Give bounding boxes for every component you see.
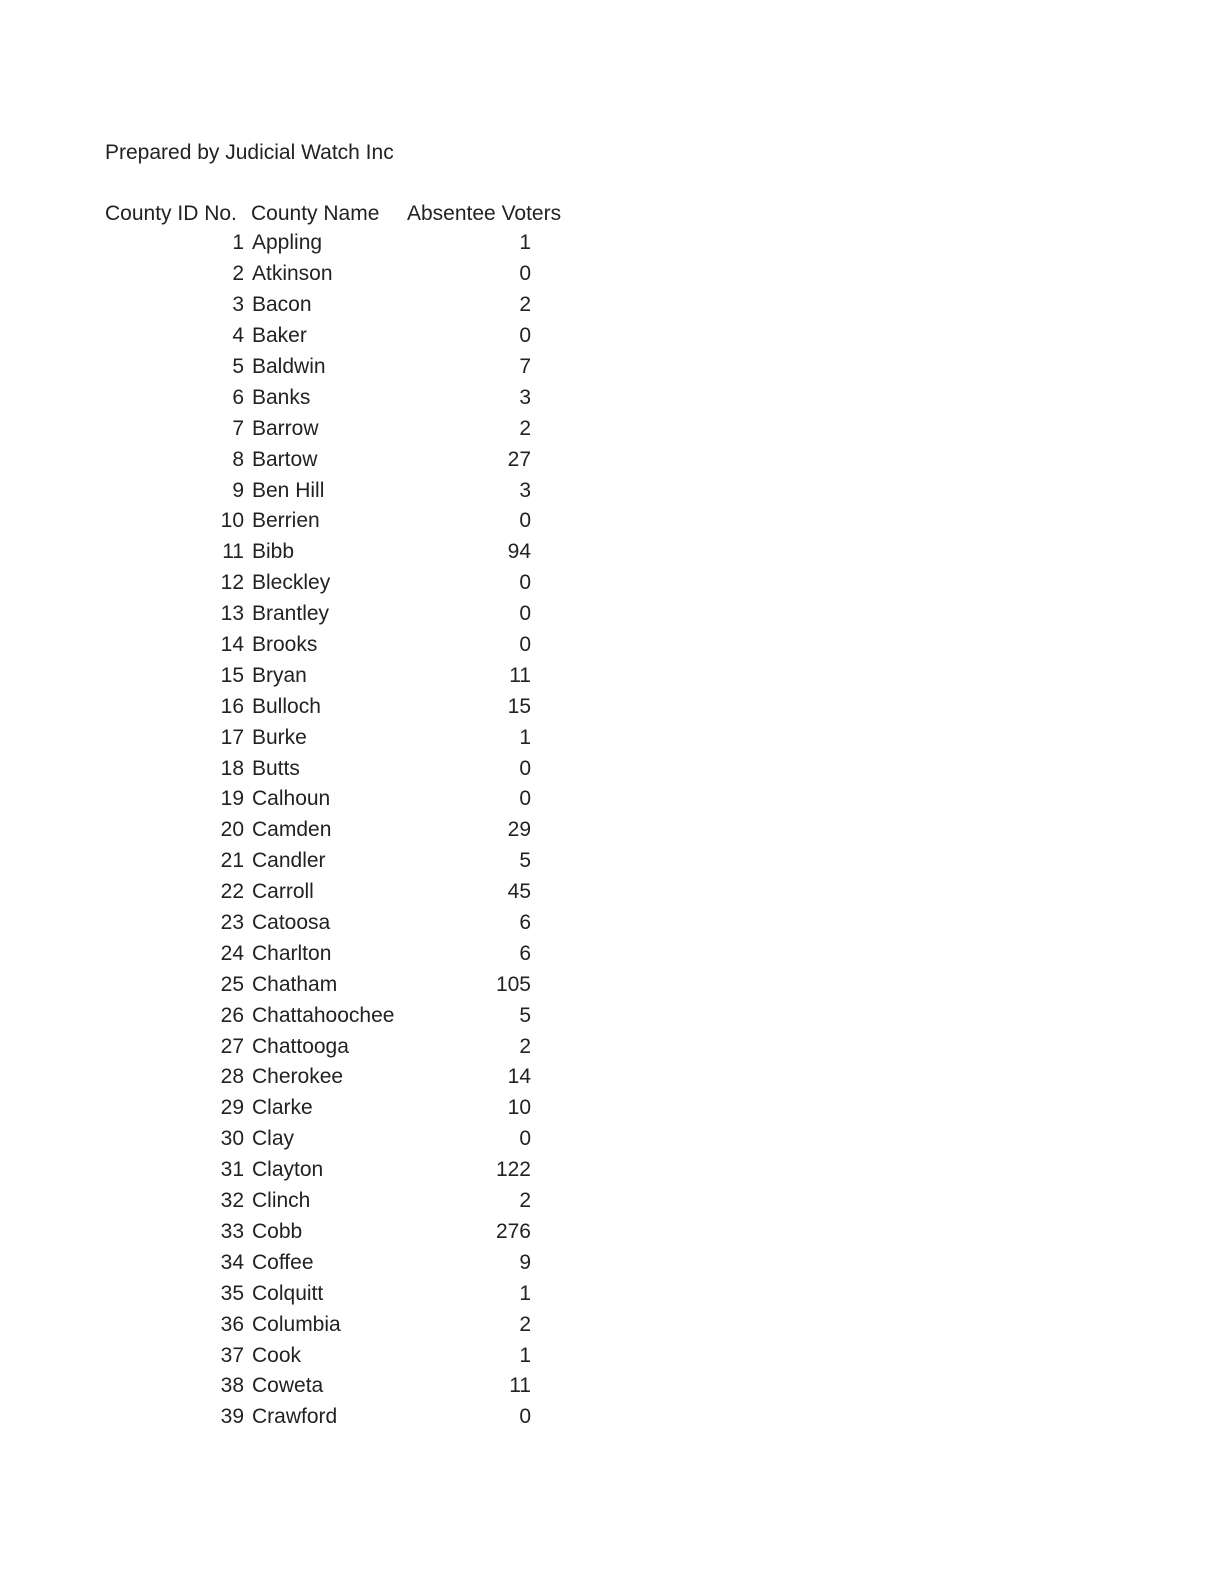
- county-name-cell: Coffee: [252, 1250, 314, 1274]
- county-name-cell: Candler: [252, 849, 326, 873]
- absentee-voters-cell: 9: [519, 1250, 531, 1274]
- table-row: [105, 321, 575, 352]
- county-name-cell: Appling: [252, 231, 323, 255]
- county-id-cell: 34: [220, 1250, 244, 1274]
- table-row: [105, 568, 575, 599]
- county-name-cell: Clayton: [252, 1158, 324, 1182]
- county-name-cell: Clinch: [252, 1189, 311, 1213]
- column-header-votes: Absentee Voters: [407, 202, 562, 225]
- table-header-row: [105, 200, 575, 228]
- county-name-cell: Bartow: [252, 447, 318, 471]
- table-row: [105, 228, 575, 259]
- table-row: [105, 1124, 575, 1155]
- absentee-voters-cell: 11: [509, 663, 531, 687]
- absentee-voters-cell: 1: [519, 725, 531, 749]
- county-name-cell: Banks: [252, 385, 311, 409]
- county-name-cell: Bulloch: [252, 694, 321, 718]
- county-name-cell: Camden: [252, 818, 332, 842]
- county-name-cell: Bacon: [252, 293, 312, 317]
- county-name-cell: Butts: [252, 756, 300, 780]
- table-row: [105, 259, 575, 290]
- table-row: [105, 846, 575, 877]
- table-row: [105, 506, 575, 537]
- table-row: [105, 753, 575, 784]
- county-id-cell: 37: [220, 1343, 244, 1367]
- county-id-cell: 14: [220, 633, 244, 657]
- absentee-voters-cell: 2: [519, 293, 531, 317]
- table-row: [105, 1402, 575, 1433]
- county-id-cell: 13: [220, 602, 244, 626]
- county-id-cell: 25: [220, 972, 244, 996]
- county-name-cell: Baldwin: [252, 355, 326, 378]
- absentee-voters-cell: 45: [507, 880, 531, 904]
- county-id-cell: 4: [232, 324, 244, 348]
- absentee-voters-cell: 2: [519, 1034, 531, 1058]
- county-id-cell: 16: [220, 694, 244, 718]
- county-name-cell: Catoosa: [252, 911, 331, 935]
- column-header-name: County Name: [251, 202, 380, 225]
- county-name-cell: Brantley: [252, 602, 330, 626]
- county-name-cell: Clarke: [252, 1096, 313, 1120]
- absentee-voters-cell: 7: [519, 355, 531, 378]
- table-row: [105, 630, 575, 661]
- absentee-voters-cell: 0: [519, 756, 531, 780]
- absentee-voters-cell: 105: [495, 972, 531, 996]
- table-row: [105, 1155, 575, 1186]
- county-id-cell: 18: [220, 756, 244, 780]
- absentee-voters-cell: 3: [519, 385, 531, 409]
- column-header-id: County ID No.: [105, 202, 237, 225]
- county-id-cell: 26: [220, 1003, 244, 1027]
- absentee-voters-cell: 1: [519, 1281, 531, 1305]
- county-id-cell: 9: [232, 478, 244, 502]
- county-id-cell: 6: [232, 385, 244, 409]
- table-body: [105, 228, 575, 1433]
- county-name-cell: Crawford: [252, 1405, 338, 1429]
- county-id-cell: 8: [232, 447, 244, 471]
- table-row: [105, 1340, 575, 1371]
- county-name-cell: Chattooga: [252, 1034, 349, 1058]
- absentee-voters-cell: 27: [507, 447, 531, 471]
- county-id-cell: 19: [220, 787, 244, 811]
- county-name-cell: Cherokee: [252, 1065, 344, 1089]
- table-row: [105, 599, 575, 630]
- table-row: [105, 1031, 575, 1062]
- table-row: [105, 1309, 575, 1340]
- county-name-cell: Cook: [252, 1343, 302, 1367]
- table-row: [105, 1217, 575, 1248]
- absentee-voters-cell: 1: [519, 1343, 531, 1367]
- table-row: [105, 1371, 575, 1402]
- absentee-voters-cell: 0: [519, 1127, 531, 1151]
- county-id-cell: 32: [220, 1189, 244, 1213]
- absentee-voters-cell: 5: [519, 849, 531, 873]
- absentee-voters-cell: 6: [519, 911, 531, 935]
- county-id-cell: 17: [220, 725, 244, 749]
- county-id-cell: 21: [220, 849, 244, 873]
- county-name-cell: Columbia: [252, 1312, 341, 1336]
- county-id-cell: 36: [220, 1312, 244, 1336]
- table-row: [105, 1000, 575, 1031]
- county-id-cell: 30: [220, 1127, 244, 1151]
- table-row: [105, 1278, 575, 1309]
- absentee-voters-cell: 0: [519, 509, 531, 533]
- table-row: [105, 877, 575, 908]
- county-name-cell: Coweta: [252, 1374, 324, 1398]
- county-id-cell: 33: [220, 1219, 244, 1243]
- county-id-cell: 11: [222, 540, 244, 564]
- table-row: [105, 413, 575, 444]
- absentee-voters-cell: 0: [519, 571, 531, 595]
- absentee-voters-cell: 0: [519, 787, 531, 811]
- county-name-cell: Cobb: [252, 1219, 303, 1243]
- county-id-cell: 35: [220, 1281, 244, 1305]
- county-name-cell: Brooks: [252, 633, 318, 657]
- county-id-cell: 1: [232, 231, 244, 255]
- county-name-cell: Baker: [252, 324, 307, 348]
- county-id-cell: 39: [220, 1405, 244, 1429]
- county-name-cell: Chatham: [252, 972, 338, 996]
- county-id-cell: 24: [220, 941, 244, 965]
- table-row: [105, 938, 575, 969]
- county-id-cell: 22: [220, 880, 244, 904]
- county-id-cell: 5: [232, 355, 244, 378]
- table-row: [105, 722, 575, 753]
- county-name-cell: Burke: [252, 725, 307, 749]
- county-id-cell: 27: [220, 1034, 244, 1058]
- table-row: [105, 475, 575, 506]
- absentee-voters-cell: 10: [507, 1096, 531, 1120]
- county-name-cell: Calhoun: [252, 787, 331, 811]
- table-row: [105, 1247, 575, 1278]
- county-name-cell: Chattahoochee: [252, 1003, 394, 1027]
- county-id-cell: 7: [232, 416, 244, 440]
- absentee-voters-cell: 0: [519, 1405, 531, 1429]
- table-row: [105, 1093, 575, 1124]
- absentee-voters-cell: 0: [519, 324, 531, 348]
- county-name-cell: Bleckley: [252, 571, 331, 595]
- absentee-voters-cell: 15: [507, 694, 531, 718]
- table-row: [105, 815, 575, 846]
- table-row: [105, 660, 575, 691]
- county-id-cell: 20: [220, 818, 244, 842]
- absentee-voters-cell: 11: [509, 1374, 531, 1398]
- county-name-cell: Carroll: [252, 880, 314, 904]
- table-row: [105, 290, 575, 321]
- county-id-cell: 38: [220, 1374, 244, 1398]
- table-row: [105, 969, 575, 1000]
- absentee-voters-cell: 5: [519, 1003, 531, 1027]
- county-name-cell: Ben Hill: [252, 478, 325, 502]
- county-name-cell: Bryan: [252, 663, 307, 687]
- absentee-voters-cell: 2: [519, 1189, 531, 1213]
- absentee-voters-cell: 276: [495, 1219, 531, 1243]
- absentee-voters-cell: 1: [519, 231, 531, 255]
- county-name-cell: Atkinson: [252, 262, 333, 286]
- county-id-cell: 12: [220, 571, 244, 595]
- county-name-cell: Berrien: [252, 509, 320, 533]
- county-id-cell: 28: [220, 1065, 244, 1089]
- table-row: [105, 1186, 575, 1217]
- absentee-voters-cell: 29: [507, 818, 531, 842]
- table-row: [105, 908, 575, 939]
- table-row: [105, 352, 575, 383]
- county-id-cell: 29: [220, 1096, 244, 1120]
- county-name-cell: Charlton: [252, 941, 332, 965]
- table-row: [105, 1062, 575, 1093]
- absentee-voters-cell: 14: [507, 1065, 531, 1089]
- absentee-voters-cell: 6: [519, 941, 531, 965]
- absentee-voters-cell: 94: [507, 540, 531, 564]
- absentee-voters-cell: 0: [519, 602, 531, 626]
- county-name-cell: Bibb: [252, 540, 295, 564]
- county-name-cell: Barrow: [252, 416, 319, 440]
- absentee-voters-cell: 3: [519, 478, 531, 502]
- absentee-voters-cell: 2: [519, 416, 531, 440]
- absentee-voters-cell: 0: [519, 633, 531, 657]
- county-id-cell: 3: [232, 293, 244, 317]
- table-row: [105, 691, 575, 722]
- table-row: [105, 784, 575, 815]
- county-name-cell: Clay: [252, 1127, 295, 1151]
- county-name-cell: Colquitt: [252, 1281, 324, 1305]
- table-row: [105, 382, 575, 413]
- absentee-voters-cell: 122: [495, 1158, 531, 1182]
- county-id-cell: 31: [220, 1158, 244, 1182]
- prepared-by-line: Prepared by Judicial Watch Inc: [105, 141, 394, 164]
- table-row: [105, 444, 575, 475]
- county-id-cell: 23: [220, 911, 244, 935]
- county-id-cell: 10: [220, 509, 244, 533]
- table-row: [105, 537, 575, 568]
- absentee-voters-cell: 2: [519, 1312, 531, 1336]
- county-id-cell: 15: [220, 663, 244, 687]
- absentee-voters-cell: 0: [519, 262, 531, 286]
- county-id-cell: 2: [232, 262, 244, 286]
- county-table: [105, 200, 575, 1433]
